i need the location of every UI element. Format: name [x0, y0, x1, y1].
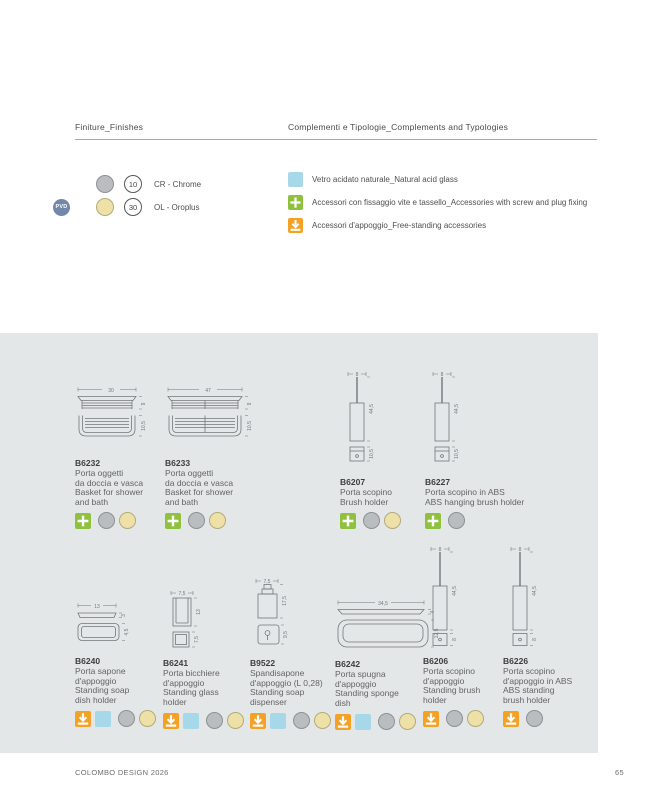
product-description: Porta sapone d'appoggio Standing soap dish holder [75, 666, 130, 705]
svg-text:9: 9 [247, 402, 253, 406]
product-icon-row [250, 712, 336, 729]
svg-text:10,5: 10,5 [369, 449, 375, 459]
product-description: Porta scopino Brush holder [340, 487, 392, 507]
svg-text:8: 8 [440, 372, 444, 379]
product-code: B6226 [503, 656, 529, 666]
oroplus-finish-icon [399, 713, 416, 730]
oroplus-finish-icon [314, 712, 331, 729]
svg-text:34,5: 34,5 [378, 600, 388, 607]
free-standing-icon [163, 713, 179, 729]
product-code: B6242 [335, 659, 361, 669]
product-card-b9522 [250, 577, 336, 729]
svg-text:13: 13 [94, 603, 100, 610]
product-code: B6241 [163, 658, 189, 668]
product-icon-row [163, 712, 249, 729]
finish-row-oroplus [53, 198, 200, 216]
product-code: B6206 [423, 656, 449, 666]
technical-drawing-soap-dispenser [250, 577, 308, 649]
technical-drawing-shower-basket-wide [165, 385, 261, 449]
technical-drawing-shower-basket [75, 385, 155, 449]
product-card-b6226 [503, 545, 593, 727]
glass-square-icon [355, 714, 371, 730]
typologies-title: Complementi e Tipologie_Complements and Typologies [288, 122, 509, 132]
finish-row-chrome [96, 175, 201, 193]
svg-text:12,5: 12,5 [434, 628, 440, 639]
oroplus-finish-icon [467, 710, 484, 727]
free-standing-icon [503, 711, 519, 727]
finish-number-badge: 10 [124, 175, 142, 193]
chrome-finish-icon [96, 175, 114, 193]
technical-drawing-standing-brush-holder-abs [503, 545, 557, 647]
free-standing-icon [288, 218, 303, 233]
oroplus-finish-icon [96, 198, 114, 216]
svg-text:8: 8 [355, 372, 359, 379]
chrome-finish-icon [98, 512, 115, 529]
svg-text:8: 8 [452, 638, 458, 641]
product-icon-row [503, 710, 593, 727]
product-card-b6227 [425, 370, 555, 529]
svg-text:8: 8 [518, 547, 522, 554]
pvd-badge: PVD [53, 199, 70, 216]
product-card-b6206 [423, 545, 503, 727]
svg-text:9,5: 9,5 [283, 631, 289, 638]
svg-text:8: 8 [532, 638, 538, 641]
chrome-finish-icon [526, 710, 543, 727]
technical-drawing-brush-holder-abs [425, 370, 479, 468]
typology-row-standing [288, 218, 486, 233]
svg-text:44,5: 44,5 [369, 404, 375, 414]
technical-drawing-soap-dish [75, 601, 141, 647]
product-icon-row [75, 710, 161, 727]
svg-text:4: 4 [430, 610, 436, 614]
page-number: 65 [615, 768, 624, 777]
free-standing-icon [75, 711, 91, 727]
chrome-finish-icon [293, 712, 310, 729]
oroplus-finish-icon [119, 512, 136, 529]
chrome-finish-icon [188, 512, 205, 529]
product-icon-row [340, 512, 430, 529]
screw-plug-icon [75, 513, 91, 529]
product-code: B6240 [75, 656, 101, 666]
chrome-finish-icon [206, 712, 223, 729]
product-icon-row [75, 512, 161, 529]
product-code: B6207 [340, 477, 366, 487]
free-standing-icon [423, 711, 439, 727]
svg-text:44,5: 44,5 [452, 586, 458, 596]
footer-brand: COLOMBO DESIGN 2026 [75, 768, 169, 777]
svg-text:10,5: 10,5 [247, 421, 253, 431]
finish-label: CR - Chrome [154, 179, 202, 189]
svg-text:47: 47 [205, 387, 211, 394]
glass-square-icon [288, 172, 303, 187]
free-standing-icon [335, 714, 351, 730]
chrome-finish-icon [448, 512, 465, 529]
oroplus-finish-icon [384, 512, 401, 529]
product-icon-row [423, 710, 503, 727]
product-code: B9522 [250, 658, 276, 668]
svg-text:7,5: 7,5 [178, 591, 186, 598]
screw-plug-icon [288, 195, 303, 210]
product-description: Porta oggetti da doccia e vasca Basket for shower and bath [165, 468, 234, 507]
product-description: Porta scopino d'appoggio Standing brush holder [423, 666, 481, 705]
svg-text:13: 13 [196, 609, 202, 615]
finish-label: OL - Oroplus [154, 202, 200, 212]
svg-text:8: 8 [438, 547, 442, 554]
free-standing-icon [250, 713, 266, 729]
glass-square-icon [183, 713, 199, 729]
product-card-b6232 [75, 385, 161, 529]
product-description: Porta oggetti da doccia e vasca Basket for shower and bath [75, 468, 144, 507]
svg-text:4,5: 4,5 [124, 628, 130, 636]
glass-square-icon [270, 713, 286, 729]
svg-text:7,5: 7,5 [194, 636, 200, 643]
svg-text:9: 9 [141, 402, 147, 406]
product-description: Porta scopino in ABS ABS hanging brush holder [425, 487, 525, 507]
finishes-title: Finiture_Finishes [75, 122, 144, 132]
typology-row-screw [288, 195, 587, 210]
product-icon-row [425, 512, 555, 529]
finish-number-badge: 30 [124, 198, 142, 216]
typology-label: Accessori d'appoggio_Free-standing accessories [312, 221, 487, 230]
product-code: B6233 [165, 458, 191, 468]
oroplus-finish-icon [209, 512, 226, 529]
technical-drawing-brush-holder [340, 370, 394, 468]
product-card-b6233 [165, 385, 265, 529]
typology-label: Accessori con fissaggio vite e tassello_Accessories with screw and plug fixing [312, 198, 588, 207]
product-code: B6227 [425, 477, 451, 487]
svg-text:44,5: 44,5 [454, 404, 460, 414]
typology-label: Vetro acidato naturale_Natural acid glass [312, 175, 458, 184]
oroplus-finish-icon [139, 710, 156, 727]
product-description: Porta scopino d'appoggio in ABS ABS standing brush holder [503, 666, 573, 705]
svg-text:17,5: 17,5 [282, 596, 288, 606]
chrome-finish-icon [118, 710, 135, 727]
product-card-b6207 [340, 370, 430, 529]
glass-square-icon [95, 711, 111, 727]
chrome-finish-icon [378, 713, 395, 730]
svg-text:10,5: 10,5 [454, 449, 460, 459]
typologies-rule [288, 139, 597, 140]
product-description: Porta spugna d'appoggio Standing sponge dish [335, 669, 399, 708]
product-card-b6240 [75, 601, 161, 727]
screw-plug-icon [425, 513, 441, 529]
finishes-rule [75, 139, 298, 140]
screw-plug-icon [165, 513, 181, 529]
typology-row-glass [288, 172, 458, 187]
chrome-finish-icon [363, 512, 380, 529]
product-card-b6241 [163, 589, 249, 729]
product-code: B6232 [75, 458, 101, 468]
product-icon-row [165, 512, 265, 529]
oroplus-finish-icon [227, 712, 244, 729]
technical-drawing-standing-brush-holder [423, 545, 477, 647]
screw-plug-icon [340, 513, 356, 529]
svg-text:44,5: 44,5 [532, 586, 538, 596]
product-description: Spandisapone d'appoggio (L 0,28) Standing soap dispenser [250, 668, 323, 707]
technical-drawing-glass-holder [163, 589, 215, 649]
svg-text:30: 30 [108, 387, 114, 394]
svg-text:10,5: 10,5 [141, 421, 147, 431]
chrome-finish-icon [446, 710, 463, 727]
svg-text:7,5: 7,5 [263, 579, 271, 586]
product-description: Porta bicchiere d'appoggio Standing glass holder [163, 668, 220, 707]
svg-text:3: 3 [121, 614, 127, 617]
